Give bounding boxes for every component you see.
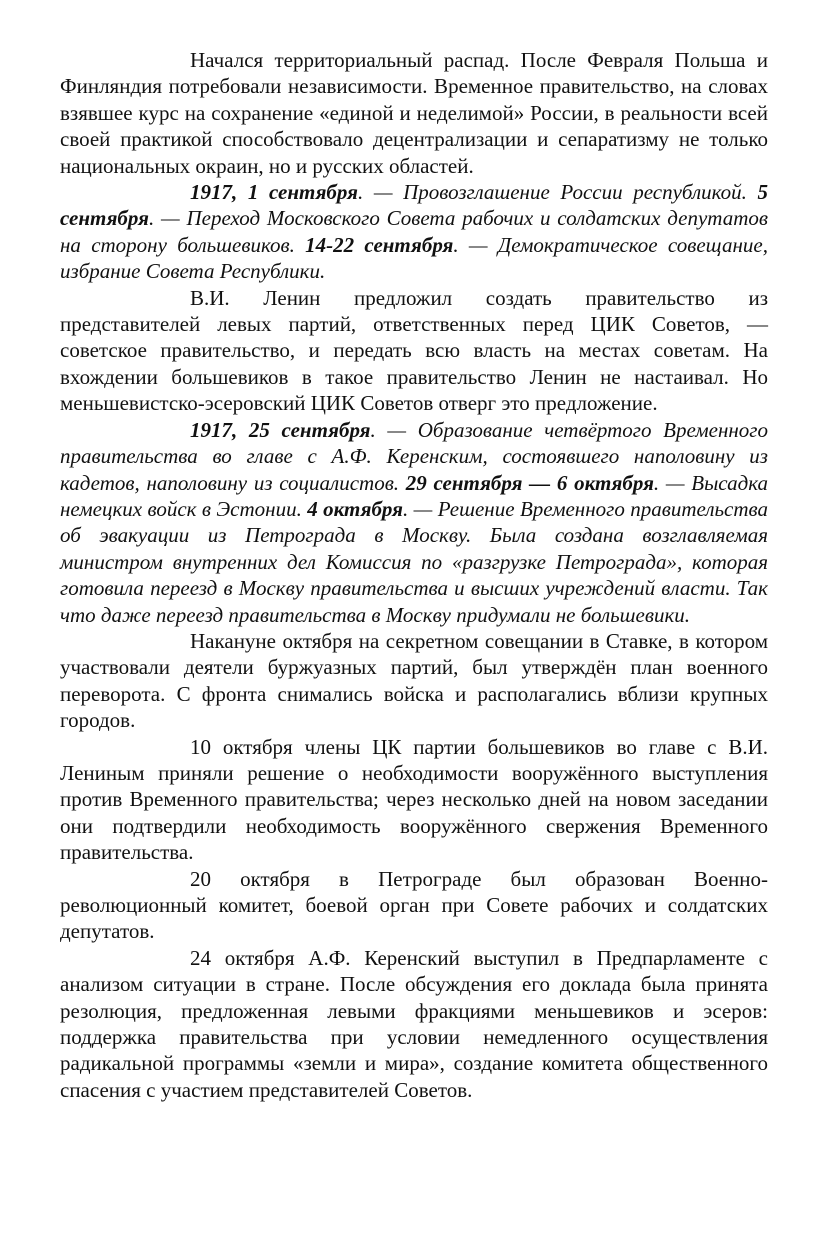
event-text: . — Решение Временного правительства об эвакуации из Петрограда в Москву. Была создана возглавляемая министром внутренних дел Комиссия по «разгрузке Петрограда», которая готовила переезд в Москву правительства и высших учреждений власти. Так что даже переезд правительства в Москву придумали не большевики. — [60, 496, 769, 627]
paragraph-text: 20 октября в Петрограде был образован Военно-революционный комитет, боевой орган при Совете рабочих и солдатских депутатов. — [60, 866, 768, 944]
chronology-entry-september-25 — [60, 417, 768, 628]
paragraph-text: Начался территориальный распад. После Февраля Польша и Финляндия потребовали независимости. Временное правительство, на словах взявшее курс на сохранение «единой и неделимой» России, в реальности всей своей практикой способствовало децентрализации и сепаратизму не только национальных окраин, но и русских областей. — [60, 48, 768, 178]
paragraph-october-20 — [60, 866, 768, 945]
paragraph-military-coup-plan — [60, 628, 768, 734]
event-text: . — Высадка немецких войск в Эстонии. — [60, 470, 768, 521]
event-text: . — Переход Московского Совета рабочих и солдатских депутатов на сторону большевиков. — [60, 206, 768, 257]
paragraph-text: 24 октября А.Ф. Керенский выступил в Предпарламенте с анализом ситуации в стране. После обсуждения его доклада была принята резолюция, предложенная левыми фракциями меньшевиков и эсеров: поддержка правительства при условии немедленного осуществления радикальной программы «земли и мира», создание комитета общественного спасения с участием представителей Советов. — [60, 945, 768, 1102]
event-text: . — Демократическое совещание, избрание Совета Республики. — [60, 232, 769, 284]
date-label: 5 сентября — [60, 180, 769, 231]
paragraph-october-10 — [60, 734, 768, 866]
paragraph-text: Накануне октября на секретном совещании в Ставке, в котором участвовали деятели буржуазных партий, был утверждён план военного переворота. С фронта снимались войска и располагались вблизи крупных городов. — [60, 628, 768, 733]
date-label: 1917, 1 сентября — [190, 180, 358, 205]
paragraph-text: 10 октября члены ЦК партии большевиков во главе с В.И. Лениным приняли решение о необходимости вооружённого выступления против Временного правительства; через несколько дней на новом заседании они подтвердили необходимость вооружённого свержения Временного правительства. — [60, 734, 768, 865]
date-label: 14-22 сентября — [305, 232, 454, 257]
paragraph-lenin-proposal — [60, 285, 768, 417]
paragraph-october-24 — [60, 945, 768, 1103]
event-text: . — Образование четвёртого Временного правительства во главе с А.Ф. Керенским, состоявшего наполовину из кадетов, наполовину из социалистов. — [60, 417, 768, 495]
chronology-entry-september-1 — [60, 179, 768, 285]
date-label: 4 октября — [307, 496, 403, 521]
date-label: 1917, 25 сентября — [190, 417, 371, 442]
paragraph-text: В.И. Ленин предложил создать правительство из представителей левых партий, ответственных перед ЦИК Советов, — советское правительство, и передать всю власть на местах советам. На вхождении большевиков в такое правительство Ленин не настаивал. Но меньшевистско-эсеровский ЦИК Советов отверг это предложение. — [60, 285, 768, 416]
date-label: 29 сентября — 6 октября — [405, 470, 654, 495]
paragraph-territorial-breakup — [60, 47, 768, 179]
document-page — [60, 47, 768, 1103]
event-text: . — Провозглашение России республикой. — [357, 180, 758, 205]
